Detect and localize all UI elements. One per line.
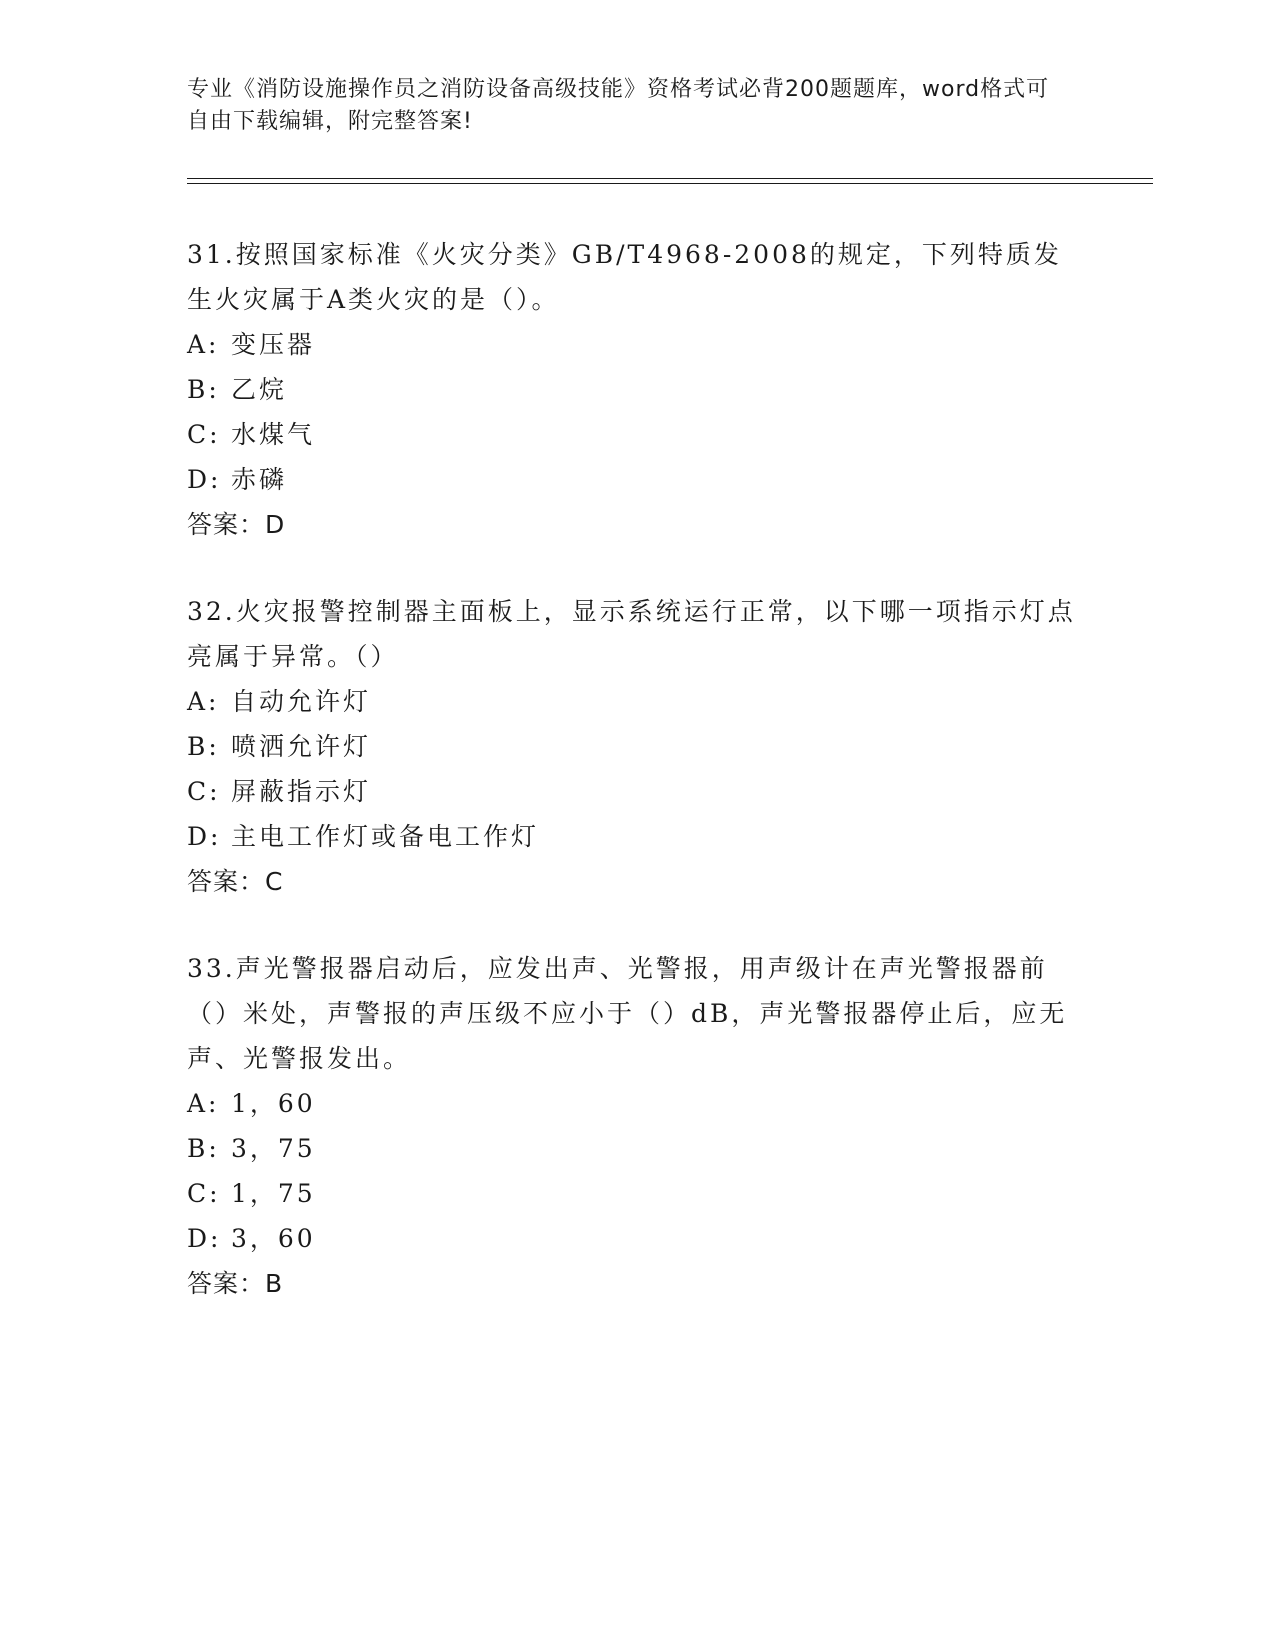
option-text: 主电工作灯或备电工作灯: [231, 822, 540, 851]
answer-line: 答案：B: [187, 1269, 284, 1298]
option-key: B:: [187, 1134, 220, 1163]
option-a: [187, 1081, 1087, 1126]
option-text: 乙烷: [231, 375, 288, 404]
option-text: 1，75: [231, 1179, 316, 1208]
option-d: [187, 814, 1087, 859]
option-c: [187, 769, 1087, 814]
option-text: 屏蔽指示灯: [231, 777, 372, 806]
option-d: [187, 457, 1087, 502]
question-list: [187, 232, 1087, 1348]
option-key: A:: [187, 1089, 220, 1118]
option-key: A:: [187, 687, 220, 716]
option-key: B:: [187, 375, 220, 404]
answer-line: 答案：C: [187, 867, 284, 896]
option-key: D:: [187, 822, 222, 851]
question-31: [187, 232, 1087, 547]
option-text: 自动允许灯: [231, 687, 372, 716]
option-key: B:: [187, 732, 220, 761]
question-33: [187, 946, 1087, 1306]
question-stem: 33.声光警报器启动后，应发出声、光警报，用声级计在声光警报器前（）米处，声警报的声压级不应小于（）dB，声光警报器停止后，应无声、光警报发出。: [187, 954, 1068, 1073]
option-key: C:: [187, 420, 221, 449]
option-a: [187, 322, 1087, 367]
option-key: C:: [187, 1179, 221, 1208]
option-d: [187, 1216, 1087, 1261]
option-key: D:: [187, 465, 222, 494]
option-text: 变压器: [231, 330, 316, 359]
option-key: D:: [187, 1224, 222, 1253]
option-b: [187, 367, 1087, 412]
option-text: 水煤气: [231, 420, 316, 449]
option-text: 3，60: [231, 1224, 316, 1253]
header-divider-top: [187, 178, 1153, 179]
question-32: [187, 589, 1087, 904]
option-text: 1，60: [231, 1089, 316, 1118]
option-key: A:: [187, 330, 220, 359]
answer-line: 答案：D: [187, 510, 286, 539]
option-a: [187, 679, 1087, 724]
option-text: 喷洒允许灯: [231, 732, 372, 761]
question-stem: 31.按照国家标准《火灾分类》GB/T4968-2008的规定，下列特质发生火灾属于A类火灾的是（）。: [187, 240, 1062, 314]
option-b: [187, 724, 1087, 769]
option-text: 赤磷: [231, 465, 288, 494]
document-header: 专业《消防设施操作员之消防设备高级技能》资格考试必背200题题库，word格式可自由下载编辑，附完整答案!: [187, 77, 1050, 134]
option-b: [187, 1126, 1087, 1171]
question-stem: 32.火灾报警控制器主面板上，显示系统运行正常，以下哪一项指示灯点亮属于异常。（）: [187, 597, 1076, 671]
header-divider-bottom: [187, 183, 1153, 184]
option-text: 3，75: [231, 1134, 316, 1163]
option-c: [187, 1171, 1087, 1216]
option-key: C:: [187, 777, 221, 806]
option-c: [187, 412, 1087, 457]
